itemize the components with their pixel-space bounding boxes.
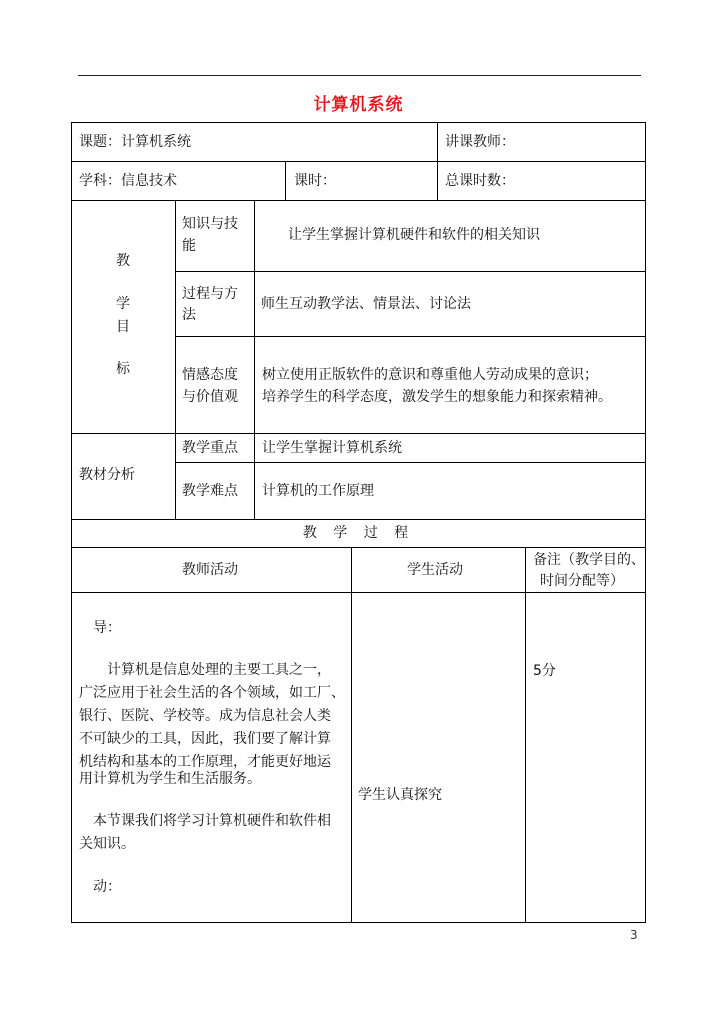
student-activity-text: 学生认真探究 bbox=[358, 787, 442, 803]
teacher-label: 讲课教师： bbox=[445, 134, 515, 150]
notes-col-label-line2: 时间分配等） bbox=[540, 573, 624, 589]
emotion-text-line1: 树立使用正版软件的意识和尊重他人劳动成果的意识； bbox=[262, 367, 598, 383]
key-label: 教学重点 bbox=[182, 440, 238, 456]
materials-label: 教材分析 bbox=[79, 467, 135, 483]
para1-line6: 用计算机为学生和生活服务。 bbox=[79, 771, 261, 787]
student-col-label: 学生活动 bbox=[407, 562, 463, 578]
page-number: 3 bbox=[630, 928, 638, 942]
para1-line4: 不可缺少的工具，因此，我们要了解计算 bbox=[79, 731, 331, 747]
para1-line3: 银行、医院、学校等。成为信息社会人类 bbox=[79, 708, 331, 724]
objectives-char-3: 目 bbox=[116, 319, 130, 335]
page-title: 计算机系统 bbox=[313, 95, 404, 115]
objectives-char-2: 学 bbox=[116, 296, 130, 312]
total-hours-label: 总课时数： bbox=[445, 173, 515, 189]
key-text: 让学生掌握计算机系统 bbox=[262, 440, 402, 456]
emotion-text-line2: 培养学生的科学态度，激发学生的想象能力和探索精神。 bbox=[262, 389, 612, 405]
para1-line5: 机结构和基本的工作原理，才能更好地运 bbox=[79, 754, 331, 770]
hours-label: 课时： bbox=[294, 173, 336, 189]
teacher-col-label: 教师活动 bbox=[182, 562, 238, 578]
para1-line2: 广泛应用于社会生活的各个领域，如工厂、 bbox=[79, 685, 345, 701]
notes-cell bbox=[525, 592, 646, 923]
difficulty-text: 计算机的工作原理 bbox=[262, 483, 374, 499]
para2-line2: 关知识。 bbox=[79, 836, 135, 852]
activity-label: 动： bbox=[93, 879, 121, 895]
objectives-char-4: 标 bbox=[116, 361, 130, 377]
knowledge-label-line2: 能 bbox=[182, 238, 196, 254]
subject-label: 学科：信息技术 bbox=[79, 173, 177, 189]
process-heading: 教 学 过 程 bbox=[302, 525, 415, 541]
header-rule bbox=[78, 75, 641, 76]
para1-line1: 计算机是信息处理的主要工具之一， bbox=[107, 662, 331, 678]
objectives-char-1: 教 bbox=[116, 253, 130, 269]
topic-label: 课题：计算机系统 bbox=[79, 134, 191, 150]
time-note: 5分 bbox=[533, 663, 556, 679]
knowledge-text: 让学生掌握计算机硬件和软件的相关知识 bbox=[288, 227, 540, 243]
process-text: 师生互动教学法、情景法、讨论法 bbox=[261, 296, 471, 312]
knowledge-label-line1: 知识与技 bbox=[182, 216, 238, 232]
difficulty-label: 教学难点 bbox=[182, 483, 238, 499]
para2-line1: 本节课我们将学习计算机硬件和软件相 bbox=[93, 813, 331, 829]
process-label-line2: 法 bbox=[182, 307, 196, 323]
emotion-label-line2: 与价值观 bbox=[182, 389, 238, 405]
emotion-label-line1: 情感态度 bbox=[182, 367, 238, 383]
notes-col-label-line1: 备注（教学目的、 bbox=[533, 552, 645, 568]
student-activity-cell bbox=[351, 592, 526, 923]
process-label-line1: 过程与方 bbox=[182, 286, 238, 302]
intro-label: 导： bbox=[93, 620, 121, 636]
